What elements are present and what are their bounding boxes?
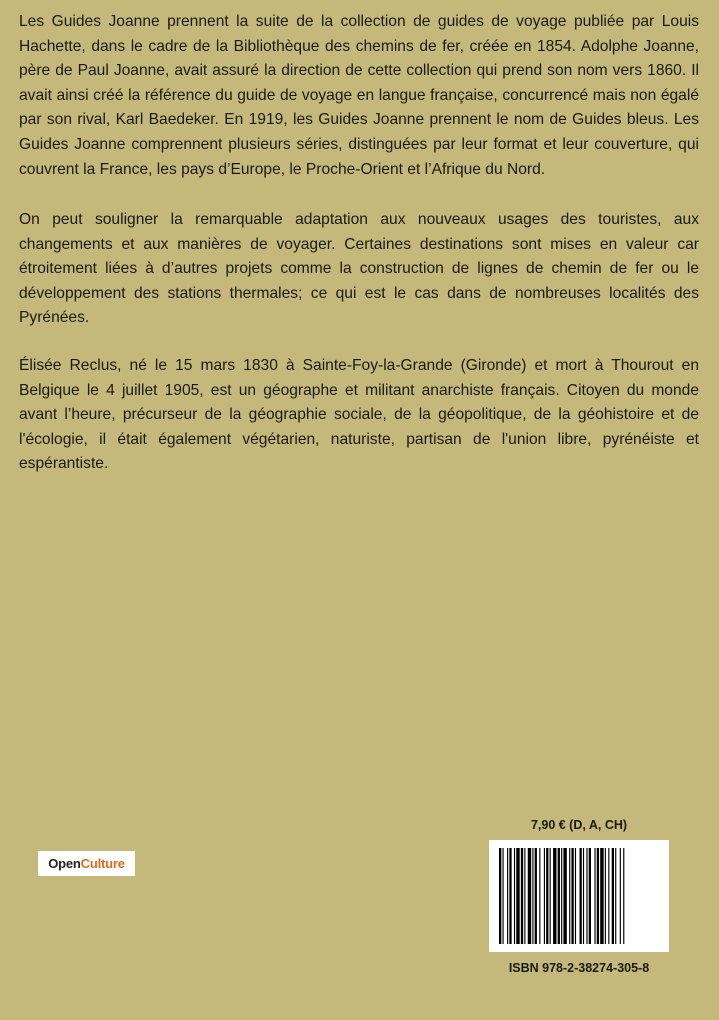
barcode-bar: [553, 848, 556, 944]
barcode-bar: [615, 848, 616, 944]
barcode-bar: [532, 848, 533, 944]
logo-part-open: Open: [48, 856, 81, 871]
barcode-bar: [502, 848, 503, 944]
paragraph-adaptation: On peut souligner la remarquable adaptation aux nouveaux usages des touristes, aux changements et aux manières de voyager. Certaines destinations sont mises en valeur car étroitement liées à d’autres projets comme la construction de lignes de chemin de fer ou le développement des stations thermales; ce qui est le cas dans de nombreuses localités des Pyrénées.: [19, 211, 699, 327]
barcode-bar: [550, 848, 551, 944]
paragraph-elisee-reclus: Élisée Reclus, né le 15 mars 1830 à Sainte-Foy-la-Grande (Gironde) et mort à Thourout en Belgique le 4 juillet 1905, est un géographe et militant anarchiste français. Citoyen du monde avant l’heure, précurseur de la géographie sociale, de la géopolitique, de la géohistoire et de l'écologie, il était également végétarien, naturiste, partisan de l'union libre, pyrénéiste et espérantiste.: [19, 357, 699, 473]
barcode-bar: [563, 848, 566, 944]
barcode-bar: [575, 848, 576, 944]
barcode-bar: [605, 848, 606, 944]
barcode-bar: [612, 848, 614, 944]
barcode-bar: [597, 848, 599, 944]
barcode-bar: [623, 848, 624, 944]
barcode-bar: [514, 848, 515, 944]
barcode-bar: [516, 848, 519, 944]
openculture-logo: [38, 851, 135, 876]
barcode-bar: [539, 848, 540, 944]
barcode-bar: [528, 848, 531, 944]
paragraph-guides-joanne: Les Guides Joanne prennent la suite de la collection de guides de voyage publiée par Louis Hachette, dans le cadre de la Bibliothèque des chemins de fer, créée en 1854. Adolphe Joanne, père de Paul Joanne, avait assuré la direction de cette collection qui prend son nom vers 1860. Il avait ainsi créé la référence du guide de voyage en langue française, concurrencé mais non égalé par son rival, Karl Baedeker. En 1919, les Guides Joanne prennent le nom de Guides bleus. Les Guides Joanne comprennent plusieurs séries, distinguées par leur format et leur couverture, qui couvrent la France, les pays d’Europe, le Proche-Orient et l’Afrique du Nord.: [19, 13, 699, 178]
barcode-bars: [499, 848, 659, 944]
logo-part-culture: Culture: [80, 856, 125, 871]
barcode-bar: [600, 848, 603, 944]
barcode-bar: [580, 848, 582, 944]
barcode-bar: [569, 848, 570, 944]
barcode-bar: [608, 848, 609, 944]
barcode: [489, 840, 669, 952]
barcode-bar: [521, 848, 523, 944]
barcode-bar: [561, 848, 562, 944]
barcode-bar: [620, 848, 621, 944]
barcode-bar: [558, 848, 560, 944]
barcode-bar: [586, 848, 587, 944]
barcode-bar: [509, 848, 511, 944]
barcode-bar: [571, 848, 573, 944]
barcode-bar: [546, 848, 548, 944]
price-label: 7,90 € (D, A, CH): [530, 818, 628, 832]
barcode-bar: [544, 848, 545, 944]
barcode-bar: [507, 848, 508, 944]
barcode-bar: [524, 848, 525, 944]
isbn-label: ISBN 978-2-38274-305-8: [508, 961, 650, 975]
barcode-bar: [535, 848, 537, 944]
barcode-bar: [583, 848, 584, 944]
barcode-bar: [594, 848, 595, 944]
barcode-bar: [589, 848, 591, 944]
barcode-bar: [499, 848, 501, 944]
